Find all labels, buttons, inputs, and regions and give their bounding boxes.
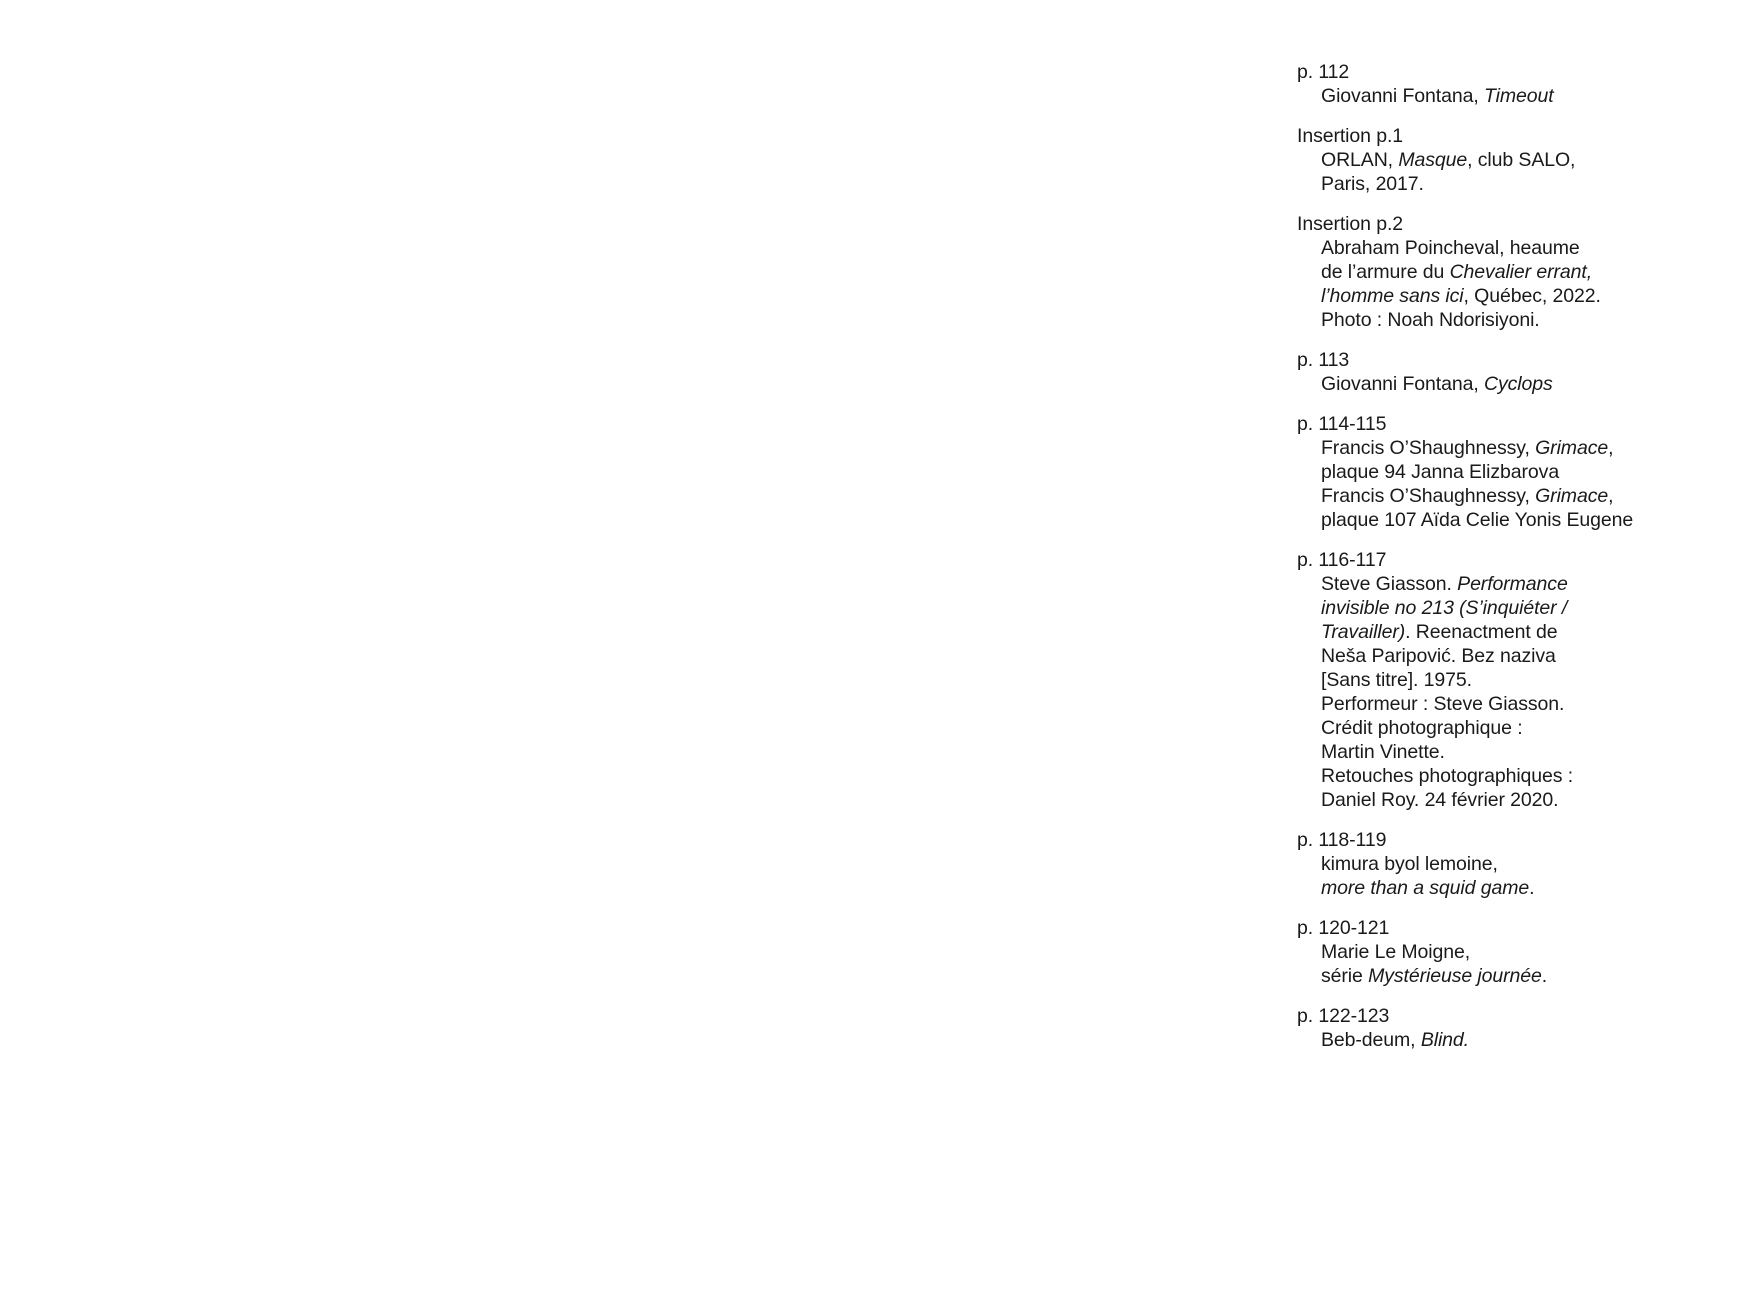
image-credits-column: [1297, 60, 1717, 1068]
credit-text: .: [1529, 877, 1535, 899]
credit-text: ,: [1608, 437, 1614, 459]
page-reference: p. 116-117: [1297, 549, 1387, 571]
credit-entry: [1297, 212, 1717, 332]
credit-title-text: invisible no 213 (S’inquiéter /: [1321, 597, 1568, 619]
credit-title-text: Masque: [1398, 149, 1468, 171]
credit-text: Abraham Poincheval, heaume: [1321, 237, 1580, 259]
credit-entry: [1297, 1004, 1717, 1052]
credit-text: ORLAN,: [1321, 149, 1399, 171]
credit-line: [1297, 876, 1717, 900]
credit-text: Giovanni Fontana,: [1321, 85, 1484, 107]
credit-title-text: Cyclops: [1483, 373, 1553, 395]
page-reference: p. 112: [1297, 61, 1350, 83]
credit-text: . Reenactment de: [1405, 621, 1558, 643]
credit-text: Photo : Noah Ndorisiyoni.: [1321, 309, 1540, 331]
credit-line: [1297, 740, 1717, 764]
credit-line: [1297, 1028, 1717, 1052]
page-reference: p. 113: [1297, 349, 1350, 371]
credit-text: Marie Le Moigne,: [1321, 941, 1471, 963]
credit-line: [1297, 436, 1717, 460]
credit-text: , club SALO,: [1467, 149, 1576, 171]
credit-text: Francis O’Shaughnessy,: [1321, 437, 1536, 459]
credit-line: [1297, 964, 1717, 988]
credit-text: Steve Giasson.: [1321, 573, 1458, 595]
credit-text: [Sans titre]. 1975.: [1321, 669, 1472, 691]
credit-title-text: Timeout: [1483, 85, 1554, 107]
page-reference: Insertion p.2: [1297, 213, 1404, 235]
credit-text: Beb-deum,: [1321, 1029, 1421, 1051]
credit-line: [1297, 372, 1717, 396]
credit-text: Performeur : Steve Giasson.: [1321, 693, 1565, 715]
credit-text: Retouches photographiques :: [1321, 765, 1574, 787]
credit-title-text: Blind.: [1420, 1029, 1469, 1051]
credit-text: kimura byol lemoine,: [1321, 853, 1498, 875]
page-reference: p. 122-123: [1297, 1005, 1390, 1027]
credit-line: [1297, 852, 1717, 876]
page-reference: Insertion p.1: [1297, 125, 1404, 147]
credit-text: Giovanni Fontana,: [1321, 373, 1484, 395]
credit-line: [1297, 788, 1717, 812]
credit-entry: [1297, 348, 1717, 396]
credit-line: [1297, 572, 1717, 596]
page-reference: p. 114-115: [1297, 413, 1387, 435]
credit-title-text: more than a squid game: [1321, 877, 1530, 899]
credit-text: Daniel Roy. 24 février 2020.: [1321, 789, 1559, 811]
credit-text: .: [1541, 965, 1548, 987]
credit-line: [1297, 716, 1717, 740]
credit-line: [1297, 508, 1717, 532]
credit-text: Paris, 2017.: [1321, 173, 1424, 195]
credit-entry: [1297, 916, 1717, 988]
credit-title-text: Grimace: [1535, 437, 1609, 459]
credit-line: [1297, 260, 1717, 284]
credit-line: [1297, 460, 1717, 484]
credit-text: ,: [1608, 485, 1614, 507]
credit-line: [1297, 484, 1717, 508]
credit-text: Francis O’Shaughnessy,: [1321, 485, 1536, 507]
credit-line: [1297, 644, 1717, 668]
credit-title-text: Mystérieuse journée: [1368, 965, 1542, 987]
credit-line: [1297, 764, 1717, 788]
credit-entry: [1297, 60, 1717, 108]
credit-line: [1297, 668, 1717, 692]
credit-line: [1297, 308, 1717, 332]
credit-title-text: Chevalier errant,: [1449, 261, 1593, 283]
credit-line: [1297, 172, 1717, 196]
credit-entry: [1297, 828, 1717, 900]
credit-text: série: [1321, 965, 1369, 987]
credit-line: [1297, 596, 1717, 620]
page-reference: p. 120-121: [1297, 917, 1390, 939]
credit-text: plaque 107 Aïda Celie Yonis Eugene: [1321, 509, 1634, 531]
credit-text: Neša Paripović. Bez naziva: [1321, 645, 1556, 667]
credit-text: plaque 94 Janna Elizbarova: [1321, 461, 1560, 483]
credit-line: [1297, 236, 1717, 260]
credit-line: [1297, 692, 1717, 716]
credit-text: , Québec, 2022.: [1463, 285, 1601, 307]
credit-text: de l’armure du: [1321, 261, 1450, 283]
credit-line: [1297, 148, 1717, 172]
credit-entry: [1297, 412, 1717, 532]
credit-line: [1297, 284, 1717, 308]
credit-entry: [1297, 124, 1717, 196]
credit-text: Martin Vinette.: [1321, 741, 1445, 763]
credit-text: Crédit photographique :: [1321, 717, 1523, 739]
credit-line: [1297, 940, 1717, 964]
credit-title-text: Travailler): [1321, 621, 1406, 643]
credit-line: [1297, 84, 1717, 108]
page-reference: p. 118-119: [1297, 829, 1387, 851]
credit-title-text: Performance: [1457, 573, 1568, 595]
credit-entry: [1297, 548, 1717, 812]
credit-title-text: l’homme sans ici: [1321, 285, 1464, 307]
credit-line: [1297, 620, 1717, 644]
credit-title-text: Grimace: [1535, 485, 1609, 507]
